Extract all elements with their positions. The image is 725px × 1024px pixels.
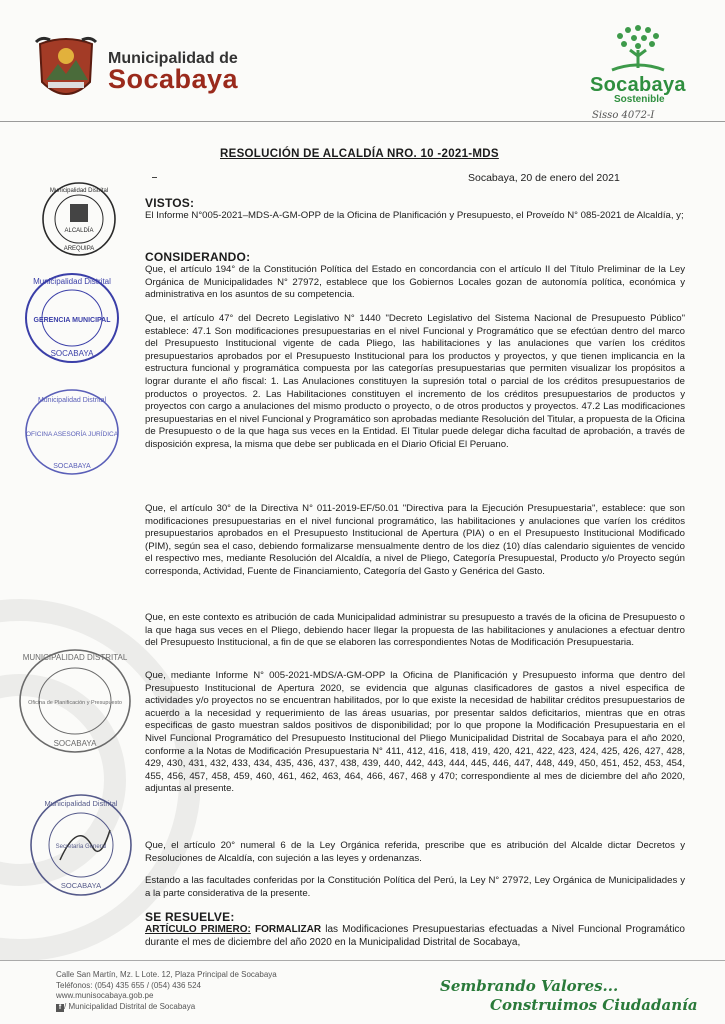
- brand-name: Socabaya: [590, 74, 686, 96]
- sostenible-tree-logo: [608, 24, 668, 74]
- paragraph-6: Que, el artículo 20° numeral 6 de la Ley Orgánica referida, prescribe que es atribución del Alcalde dictar Decretos y Resoluciones de Alcaldía, con sujeción a las leyes y ordenanzas.: [145, 840, 685, 864]
- vistos-heading: VISTOS:: [145, 196, 195, 210]
- seal-bottom-text: SOCABAYA: [53, 739, 97, 748]
- asesoria-juridica-seal: [22, 386, 122, 478]
- gerencia-seal: [22, 270, 122, 366]
- slogan-line-2: Construimos Ciudadanía: [490, 996, 698, 1014]
- municipality-label: Municipalidad de: [108, 50, 238, 67]
- seal-center-text: ALCALDÍA: [64, 228, 94, 234]
- seal-ring-text: Municipalidad Distrital: [49, 188, 109, 194]
- paragraph-1: Que, el artículo 194° de la Constitución Política del Estado en concordancia con el artículo II del Título Preliminar de la Ley Orgánica de Municipalidades N° 27972, establece que los Gobiernos Locales gozan de autonomía política, económica y administrativa en los asuntos de su competencia.: [145, 264, 685, 301]
- paragraph-5: Que, mediante Informe N° 005-2021-MDS/A-GM-OPP la Oficina de Planificación y Presupuesto informa que dentro del Presupuesto Institucional de Apertura 2020, se evidencia que algunas clasificadores de gastos a nivel especifica de actividades y/o proyectos no se encuentran habilitados, por lo que existe la necesidad de habilitar créditos presupuestarios de acuerdo a la necesidad y requerimiento de las áreas usuarias, por presentar saldos deficitarios, mientras que en otras especificas de gasto muestran saldos positivos de disponibilidad; por lo que propone la Modificación Presupuestaria en el Nivel Funcional Programático del Presupuesto Institucional del Pliego Municipalidad Distrital de Socabaya para el año 2020, conforme a la Notas de Modificación Presupuestaria N° 411, 412, 416, 418, 419, 420, 421, 422, 423, 424, 425, 426, 427, 428, 429, 430, 431, 432, 433, 434, 435, 436, 437, 438, 439, 440, 442, 443, 444, 445, 446, 447, 448, 449, 450, 451, 452, 453, 454, 455, 456, 457, 458, 459, 460, 461, 462, 463, 464, 466, 467, 468 y 470; correspondiente al mes de diciembre del año 2020, adjuntas al presente.: [145, 670, 685, 795]
- paragraph-3: Que, el artículo 30° de la Directiva N° 011-2019-EF/50.01 "Directiva para la Ejecución Presupuestaria", establece: que son modificaciones presupuestarias en el nivel funcional programático, las habilitaciones y anulaciones que varíen los créditos presupuestarios aprobados en el Presupuesto Institucional de Apertura (PIA) o en el Presupuesto Institucional Modificado (PIM), según sea el caso, debiendo formalizarse mensualmente dentro de los diez (10) días calendario siguientes de vencido el respectivo mes, mediante Resolución del Alcaldía, a nivel de Pliego, Categoría Presupuestal, Producto y/o Proyecto según corresponda, Actividad, Fuente de Financiamiento, Categoría del Gasto y Genérica del Gasto.: [145, 503, 685, 577]
- articulo-primero: [145, 923, 685, 949]
- resolution-date: Socabaya, 20 de enero del 2021: [468, 172, 620, 184]
- seal-bottom-text: AREQUIPA: [63, 246, 95, 252]
- handwritten-note: Sisso 4072-I: [592, 110, 655, 121]
- seal-ring-text: MUNICIPALIDAD DISTRITAL: [22, 653, 128, 662]
- footer-contact: [56, 970, 277, 1012]
- resolution-title: RESOLUCIÓN DE ALCALDÍA NRO. 10 -2021-MDS: [220, 148, 499, 160]
- header-divider: [0, 121, 725, 122]
- brand-tagline: Sostenible: [614, 94, 665, 105]
- articulo-label: ARTÍCULO PRIMERO:: [145, 924, 251, 935]
- alcaldia-seal: [40, 180, 118, 258]
- vistos-text: El Informe N°005-2021–MDS-A-GM-OPP de la Oficina de Planificación y Presupuesto, el Proveído N° 085-2021 de Alcaldía, y;: [145, 210, 684, 221]
- seal-bottom-text: SOCABAYA: [60, 881, 102, 890]
- footer-website[interactable]: www.munisocabaya.gob.pe: [56, 991, 154, 1000]
- paragraph-2: Que, el artículo 47° del Decreto Legislativo N° 1440 "Decreto Legislativo del Sistema Nacional de Presupuesto Público" establece: 47.1 Son modificaciones presupuestarias en el nivel Funcional y Programático que se efectúan dentro del marco del Presupuesto Institucional vigente de cada Pliego, las habilitaciones y las anulaciones que varíen los créditos presupuestarios aprobados por el Presupuesto Institucional para los productos y proyectos, y que tienen implicancia en la estructura funcional y programática compuesta por las categorías presupuestarias que permiten visualizar los propósitos a lograr durante el año fiscal: 1. Las Anulaciones constituyen la supresión total o parcial de los créditos presupuestarios de productos o proyectos. 2. Las Habilitaciones constituyen el incremento de los créditos presupuestarios de productos y proyectos con cargo a anulaciones del mismo producto o proyecto, o de otros productos y proyectos. 47.2 Las modificaciones presupuestarias en el nivel Funcional y Programático son aprobadas mediante Resolución del Titular, a propuesta de la Oficina de Presupuesto o de la que haga sus veces en la Entidad. El Titular puede delegar dicha facultad de aprobación, a través de disposición expresa, la misma que debe ser publicada en el Diario Oficial El Peruano.: [145, 313, 685, 450]
- municipality-name: Socabaya: [108, 64, 239, 94]
- seal-center-text: Secretaría General: [55, 844, 107, 850]
- seal-center-text: Oficina de Planificación y Presupuesto: [28, 700, 122, 706]
- secretaria-seal: [26, 790, 136, 900]
- seal-center-text: GERENCIA MUNICIPAL: [33, 317, 111, 324]
- se-resuelve-heading: SE RESUELVE:: [145, 910, 235, 924]
- footer-phones: Teléfonos: (054) 435 655 / (054) 436 524: [56, 980, 201, 990]
- considerando-heading: CONSIDERANDO:: [145, 250, 251, 264]
- margin-mark: [152, 177, 157, 178]
- seal-bottom-text: SOCABAYA: [50, 349, 94, 358]
- articulo-text: las Modificaciones Presupuestarias efectuadas a Nivel Funcional Programático durante el mes de diciembre del año 2020 en la Municipalidad Distrital de Socabaya,: [145, 924, 685, 948]
- seal-ring-text: Municipalidad Distrital: [44, 799, 118, 808]
- footer-facebook[interactable]: [56, 1002, 277, 1013]
- paragraph-7: Estando a las facultades conferidas por la Constitución Política del Perú, la Ley N° 27972, Ley Orgánica de Municipalidades y a la parte considerativa de la presente.: [145, 875, 685, 899]
- planificacion-seal: [16, 646, 134, 756]
- footer-facebook-label: / Municipalidad Distrital de Socabaya: [64, 1001, 196, 1011]
- municipal-crest-logo: [34, 36, 98, 106]
- articulo-verb: FORMALIZAR: [254, 924, 322, 935]
- seal-center-text: OFICINA ASESORÍA JURÍDICA: [25, 431, 119, 438]
- footer-divider: [0, 960, 725, 961]
- seal-bottom-text: SOCABAYA: [53, 463, 91, 470]
- footer-address: Calle San Martín, Mz. L Lote. 12, Plaza Principal de Socabaya: [56, 970, 277, 979]
- paragraph-4: Que, en este contexto es atribución de cada Municipalidad administrar su presupuesto a través de la oficina de Presupuesto o la que haga sus veces en el Pliego, debiendo hacer llegar la propuesta de las habilitaciones y anulaciones a efectuar dentro del Presupuesto Institucional, a fin de que se elaboren las correspondientes Notas de Modificación Presupuestaria.: [145, 612, 685, 649]
- facebook-icon: f: [56, 1004, 64, 1012]
- slogan-line-1: Sembrando Valores...: [440, 977, 619, 995]
- seal-ring-text: Municipalidad Distrital: [37, 397, 107, 404]
- seal-ring-text: Municipalidad Distrital: [33, 277, 111, 286]
